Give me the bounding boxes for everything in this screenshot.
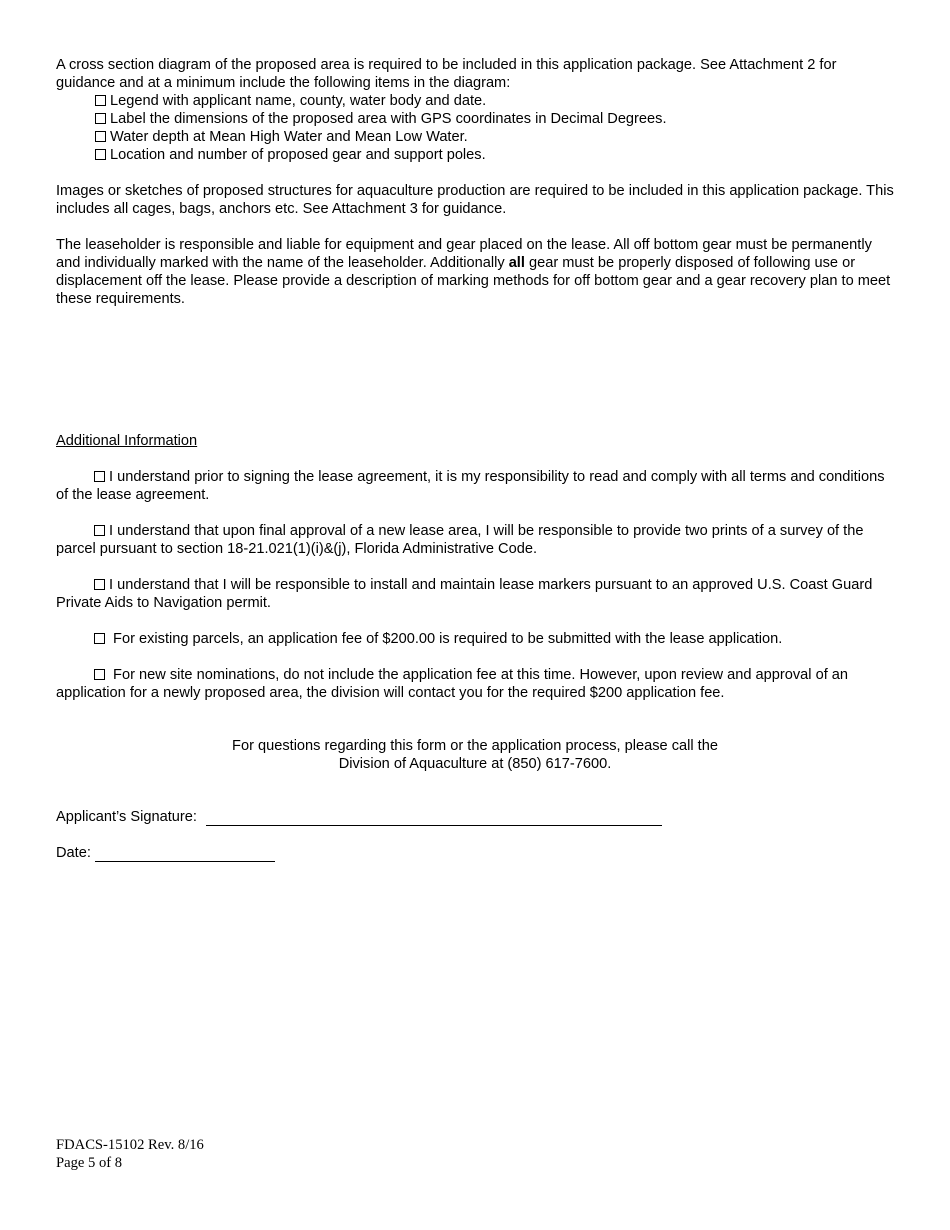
signature-field[interactable]	[206, 811, 662, 826]
ack-existing-fee: For existing parcels, an application fee of $200.00 is required to be submitted with the lease application.	[56, 630, 894, 648]
checkbox[interactable]	[94, 525, 105, 536]
date-field[interactable]	[95, 847, 275, 862]
ack-survey: I understand that upon final approval of a new lease area, I will be responsible to provide two prints of a survey of the parcel pursuant to section 18-21.021(1)(i)&(j), Florida Administrative Code.	[56, 523, 864, 557]
checkbox[interactable]	[95, 149, 106, 160]
checkbox[interactable]	[94, 633, 105, 644]
contact-line: For questions regarding this form or the application process, please call the	[232, 738, 718, 754]
page-footer	[56, 1137, 204, 1172]
gear-paragraph: The leaseholder is responsible and liable for equipment and gear placed on the lease. All off bottom gear must be permanently and individually marked with the name of the leaseholder. Additionally all gear must be properly disposed of following use or displacement off the lease. Please provide a description of marking methods for off bottom gear and a gear recovery plan to meet these requirements.	[56, 237, 891, 307]
checkbox[interactable]	[94, 579, 105, 590]
checkbox[interactable]	[94, 669, 105, 680]
cross-section-intro: A cross section diagram of the proposed area is required to be included in this application package. See Attachment 2 for guidance and at a minimum include the following items in the diagram:	[56, 57, 837, 91]
checklist-item: Water depth at Mean High Water and Mean Low Water.	[56, 128, 894, 146]
signature-row	[56, 808, 894, 826]
date-label: Date:	[56, 845, 91, 861]
checkbox[interactable]	[95, 113, 106, 124]
contact-info	[56, 737, 894, 773]
checkbox[interactable]	[94, 471, 105, 482]
checklist-item: Location and number of proposed gear and support poles.	[56, 146, 894, 164]
checkbox[interactable]	[95, 95, 106, 106]
document-page	[56, 56, 894, 862]
images-paragraph: Images or sketches of proposed structures for aquaculture production are required to be included in this application package. This includes all cages, bags, anchors etc. See Attachment 3 for guidance.	[56, 183, 894, 217]
form-id: FDACS-15102 Rev. 8/16	[56, 1137, 204, 1153]
ack-terms: I understand prior to signing the lease agreement, it is my responsibility to read and comply with all terms and conditions of the lease agreement.	[56, 469, 885, 503]
ack-new-site-fee: For new site nominations, do not include the application fee at this time. However, upon review and approval of an application for a newly proposed area, the division will contact you for the required $200 application fee.	[56, 667, 849, 701]
page-number: Page 5 of 8	[56, 1154, 123, 1171]
date-row	[56, 844, 894, 862]
diagram-checklist	[56, 92, 894, 164]
signature-label: Applicant’s Signature:	[56, 809, 197, 825]
ack-markers: I understand that I will be responsible to install and maintain lease markers pursuant to an approved U.S. Coast Guard Private Aids to Navigation permit.	[56, 577, 873, 611]
contact-line: Division of Aquaculture at (850) 617-7600.	[338, 756, 612, 772]
checklist-item: Label the dimensions of the proposed area with GPS coordinates in Decimal Degrees.	[56, 110, 894, 128]
checkbox[interactable]	[95, 131, 106, 142]
checklist-item: Legend with applicant name, county, water body and date.	[56, 92, 894, 110]
additional-info-heading: Additional Information	[56, 433, 198, 449]
